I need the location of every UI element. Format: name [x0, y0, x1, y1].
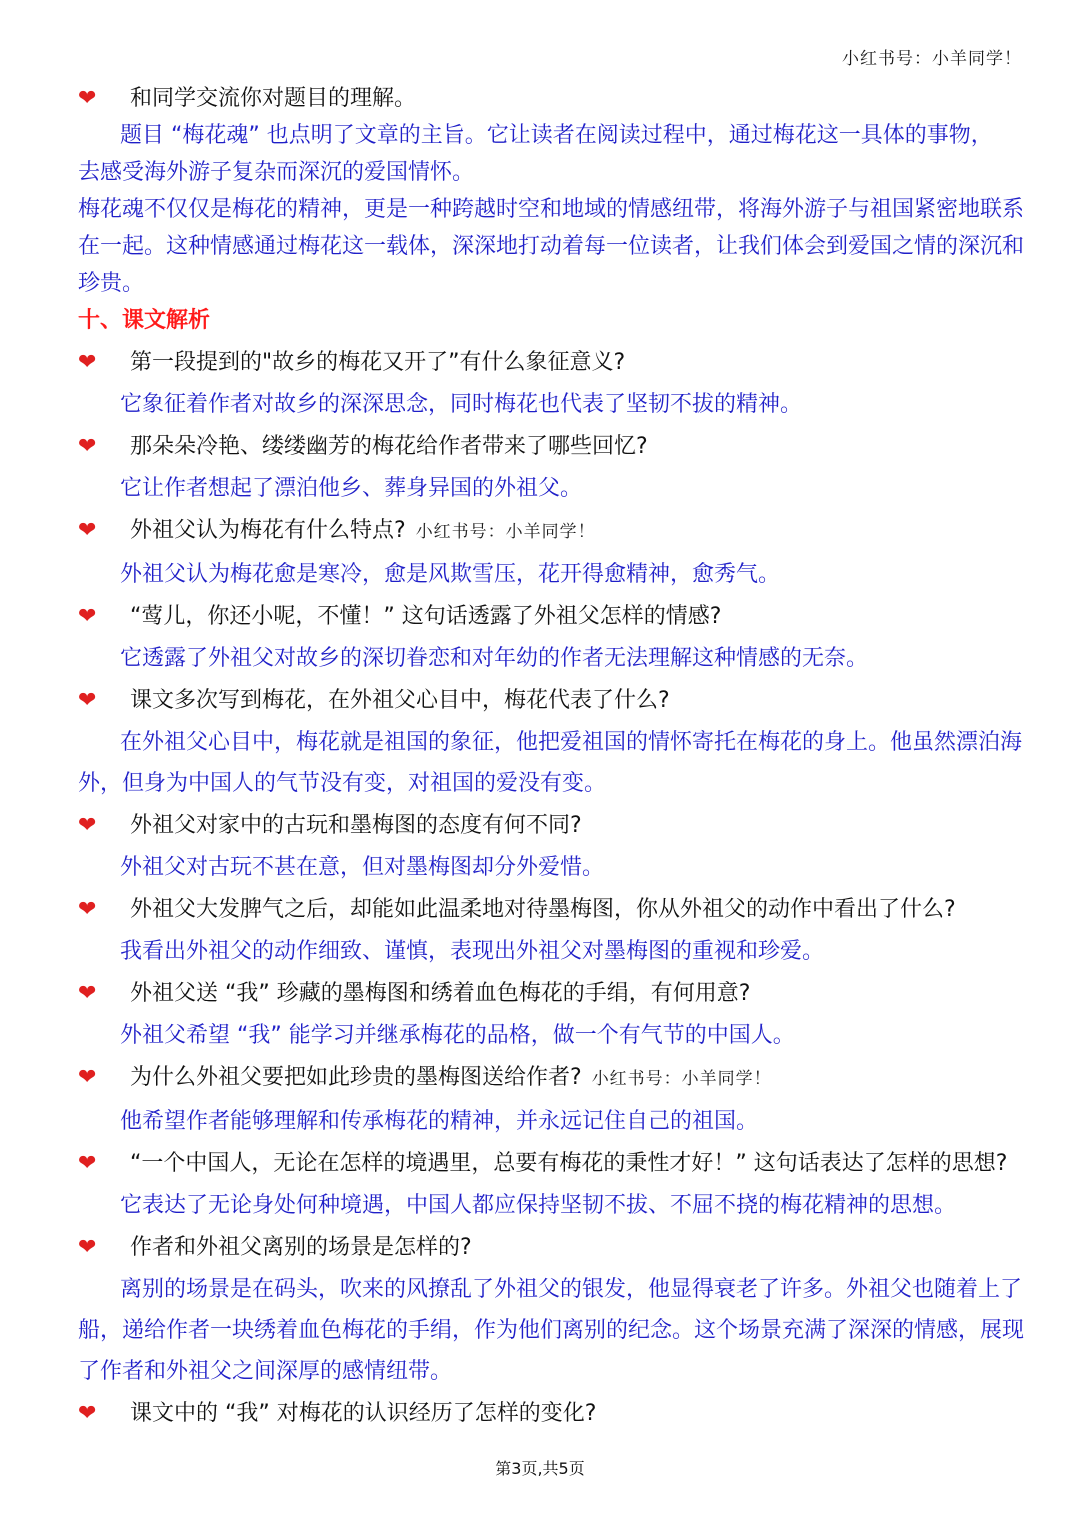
qa-question-text: 作者和外祖父离别的场景是怎样的?: [130, 1235, 472, 1260]
intro-answer-line: 在一起。这种情感通过梅花这一载体，深深地打动着每一位读者，让我们体会到爱国之情的深沉和: [78, 234, 1025, 259]
qa-answer-line: 它象征着作者对故乡的深深思念，同时梅花也代表了坚韧不拔的精神。: [120, 392, 803, 417]
qa-question-text: 课文中的 “我” 对梅花的认识经历了怎样的变化?: [130, 1401, 597, 1426]
qa-answer-line: 外祖父对古玩不甚在意，但对墨梅图却分外爱惜。: [120, 855, 605, 880]
qa-question: [78, 975, 1008, 1012]
qa-answer-line: 离别的场景是在码头，吹来的风撩乱了外祖父的银发，他显得衰老了许多。外祖父也随着上了: [120, 1277, 1023, 1302]
qa-question: [78, 428, 1008, 465]
qa-question-text: 课文多次写到梅花，在外祖父心目中，梅花代表了什么?: [130, 688, 670, 713]
watermark-top: 小红书号：小羊同学！: [842, 49, 1022, 69]
heart-icon: ❤: [78, 604, 97, 629]
qa-answer-line: 船，递给作者一块绣着血色梅花的手绢，作为他们离别的纪念。这个场景充满了深深的情感，展现: [78, 1318, 1025, 1343]
qa-question: [78, 598, 1008, 635]
heart-icon: ❤: [78, 1401, 97, 1426]
qa-answer-line: 外祖父认为梅花愈是寒冷，愈是风欺雪压，花开得愈精神，愈秀气。: [120, 562, 781, 587]
heart-icon: ❤: [78, 897, 97, 922]
qa-answer-line: 他希望作者能够理解和传承梅花的精神，并永远记住自己的祖国。: [120, 1109, 759, 1134]
document-body: [78, 80, 1025, 1432]
qa-question-text: 外祖父认为梅花有什么特点?: [130, 518, 406, 543]
qa-question: [78, 1059, 1008, 1098]
heart-icon: ❤: [78, 518, 97, 543]
heart-icon: ❤: [78, 1065, 97, 1090]
section-heading: 十、课文解析: [78, 308, 211, 333]
heart-icon: ❤: [78, 688, 97, 713]
intro-question-text: 和同学交流你对题目的理解。: [130, 86, 417, 111]
heart-icon: ❤: [78, 86, 97, 111]
qa-question: [78, 1145, 1008, 1182]
qa-question: [78, 807, 1008, 844]
intro-answer-line: 梅花魂不仅仅是梅花的精神，更是一种跨越时空和地域的情感纽带，将海外游子与祖国紧密地联系: [78, 197, 1025, 222]
qa-question-text: 外祖父送 “我” 珍藏的墨梅图和绣着血色梅花的手绢，有何用意?: [130, 981, 751, 1006]
qa-question: [78, 1229, 1008, 1266]
heart-icon: ❤: [78, 813, 97, 838]
qa-answer-line: 了作者和外祖父之间深厚的感情纽带。: [78, 1359, 453, 1384]
qa-answer-line: 外祖父希望 “我” 能学习并继承梅花的品格，做一个有气节的中国人。: [120, 1023, 795, 1048]
qa-question-text: 那朵朵冷艳、缕缕幽芳的梅花给作者带来了哪些回忆?: [130, 434, 648, 459]
heart-icon: ❤: [78, 981, 97, 1006]
qa-question-text: 外祖父对家中的古玩和墨梅图的态度有何不同?: [130, 813, 582, 838]
qa-question-text: “莺儿，你还小呢，不懂！” 这句话透露了外祖父怎样的情感?: [130, 604, 722, 629]
heart-icon: ❤: [78, 350, 97, 375]
qa-question: [78, 891, 1008, 928]
qa-list: [78, 344, 1025, 1432]
intro-question: [78, 80, 1008, 117]
inline-watermark: 小红书号：小羊同学！: [591, 1069, 772, 1089]
qa-question: [78, 682, 1008, 719]
qa-question-text: 外祖父大发脾气之后，却能如此温柔地对待墨梅图，你从外祖父的动作中看出了什么?: [130, 897, 956, 922]
qa-question: [78, 344, 1008, 381]
qa-answer-line: 在外祖父心目中，梅花就是祖国的象征，他把爱祖国的情怀寄托在梅花的身上。他虽然漂泊海: [120, 730, 1023, 755]
heart-icon: ❤: [78, 1235, 97, 1260]
qa-answer-line: 外，但身为中国人的气节没有变，对祖国的爱没有变。: [78, 771, 607, 796]
intro-answer-line: 珍贵。: [78, 271, 145, 296]
qa-question-text: 第一段提到的"故乡的梅花又开了”有什么象征意义?: [130, 350, 626, 375]
qa-question-text: “一个中国人，无论在怎样的境遇里，总要有梅花的秉性才好！” 这句话表达了怎样的思想?: [130, 1151, 1008, 1176]
intro-answer-line: 去感受海外游子复杂而深沉的爱国情怀。: [78, 160, 475, 185]
qa-question-text: 为什么外祖父要把如此珍贵的墨梅图送给作者?: [130, 1065, 582, 1090]
qa-question: [78, 512, 1008, 551]
qa-answer-line: 它透露了外祖父对故乡的深切眷恋和对年幼的作者无法理解这种情感的无奈。: [120, 646, 869, 671]
qa-answer-line: 它表达了无论身处何种境遇，中国人都应保持坚韧不拔、不屈不挠的梅花精神的思想。: [120, 1193, 957, 1218]
heart-icon: ❤: [78, 1151, 97, 1176]
page-number: 第3页,共5页: [495, 1459, 585, 1478]
qa-answer-line: 我看出外祖父的动作细致、谨慎，表现出外祖父对墨梅图的重视和珍爱。: [120, 939, 825, 964]
qa-question: [78, 1395, 1008, 1432]
heart-icon: ❤: [78, 434, 97, 459]
qa-answer-line: 它让作者想起了漂泊他乡、葬身异国的外祖父。: [120, 476, 583, 501]
inline-watermark: 小红书号：小羊同学！: [415, 522, 596, 542]
intro-answer-line: 题目 “梅花魂” 也点明了文章的主旨。它让读者在阅读过程中，通过梅花这一具体的事物，: [120, 123, 993, 148]
